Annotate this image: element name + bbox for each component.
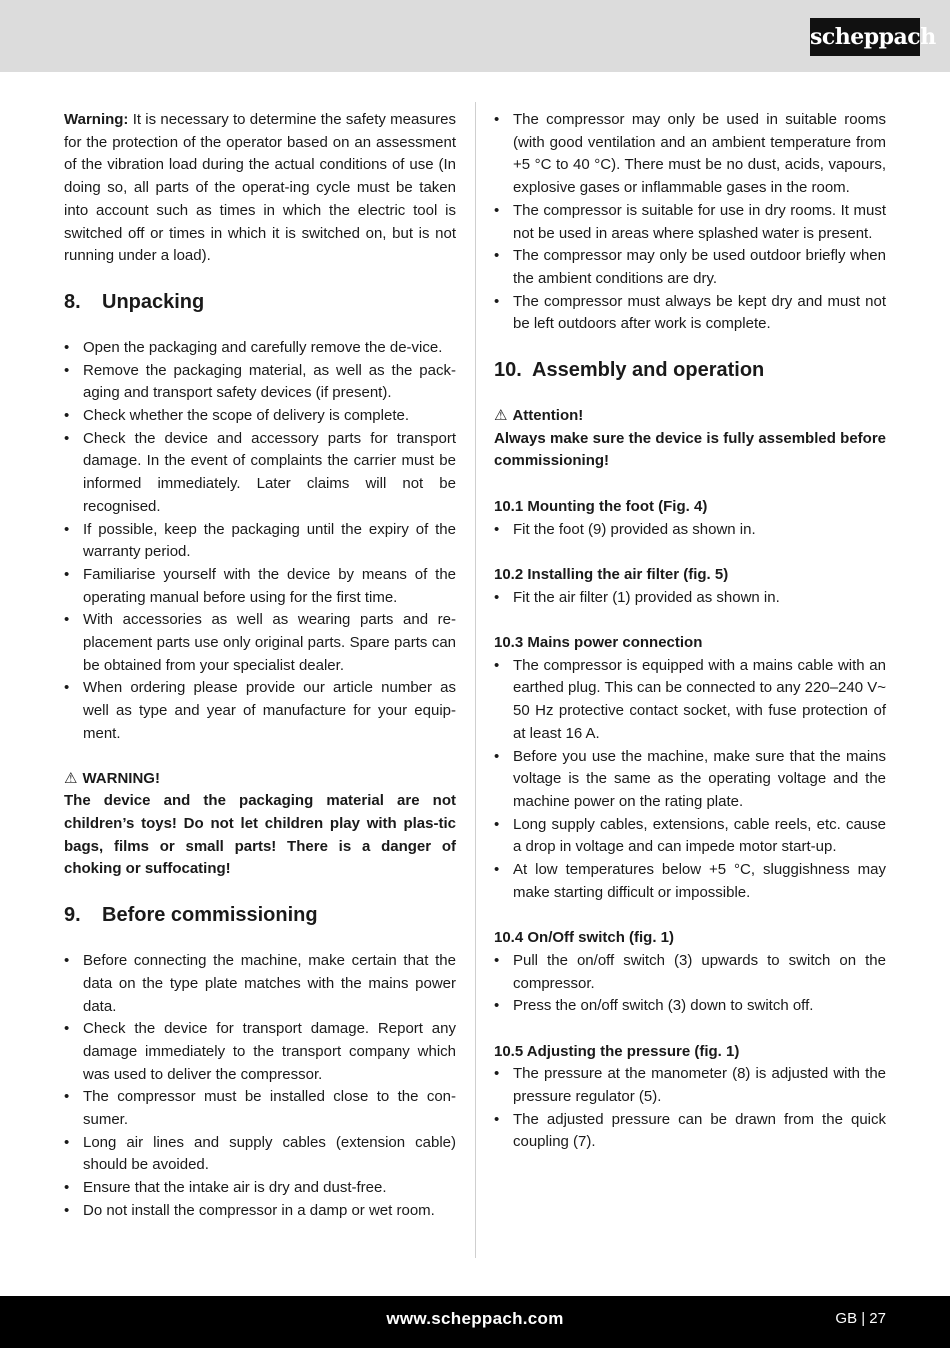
warning-title-text: WARNING!	[82, 769, 160, 787]
list-item: • If possible, keep the packaging until the expiry of the warranty period.	[64, 519, 456, 564]
list-item: • Fit the foot (9) provided as shown in.	[494, 519, 886, 542]
list-item: • At low temperatures below +5 °C, sluggishness may make starting difficult or impossible.	[494, 859, 886, 904]
warning-box-title	[64, 768, 456, 791]
section-10-title: Assembly and operation	[532, 359, 765, 382]
list-item: • Pull the on/off switch (3) upwards to switch on the compressor.	[494, 950, 886, 995]
footer-website-url: www.scheppach.com	[386, 1309, 564, 1328]
subsection-10-3-list	[494, 655, 886, 905]
subsection-10-4-title: 10.4 On/Off switch (fig. 1)	[494, 929, 675, 947]
list-item: • Ensure that the intake air is dry and dust-free.	[64, 1177, 456, 1200]
warning-triangle-icon: ⚠	[64, 769, 78, 787]
list-item: • Long supply cables, extensions, cable reels, etc. cause a drop in voltage and can impede motor start-up.	[494, 814, 886, 859]
vibration-warning-paragraph	[64, 109, 456, 268]
list-item: • The compressor is equipped with a mains cable with an earthed plug. This can be connected to any 220–240 V~ 50 Hz protective contact socket, with fuse protection of at least 16 A.	[494, 655, 886, 746]
list-item: • Familiarise yourself with the device by means of the operating manual before using for the first time.	[64, 564, 456, 609]
attention-title	[494, 405, 886, 428]
section-9-number: 9.	[64, 904, 81, 927]
subsection-10-5-title: 10.5 Adjusting the pressure (fig. 1)	[494, 1042, 740, 1060]
subsection-10-5-list	[494, 1063, 886, 1154]
list-item: • Before you use the machine, make sure that the mains voltage is the same as the operating voltage and the machine power on the rating plate.	[494, 746, 886, 814]
right-column	[494, 109, 886, 1154]
list-item: • Do not install the compressor in a damp or wet room.	[64, 1200, 456, 1223]
warning-label: Warning:	[64, 111, 129, 128]
list-item: • The compressor must be installed close to the con-sumer.	[64, 1086, 456, 1131]
section-8-title: Unpacking	[102, 290, 205, 313]
attention-body: Always make sure the device is fully assembled before commissioning!	[494, 429, 886, 470]
header-band	[0, 0, 950, 72]
section-8-number: 8.	[64, 290, 81, 313]
warning-box-body: The device and the packaging material are not children’s toys! Do not let children play with plas-tic bags, films or small parts! There is a danger of choking or suffocating!	[64, 792, 456, 878]
page-number: GB | 27	[835, 1310, 886, 1327]
section-10-heading	[494, 358, 886, 382]
subsection-10-1-title: 10.1 Mounting the foot (Fig. 4)	[494, 497, 708, 515]
subsection-10-2-list	[494, 587, 886, 610]
list-item: • Remove the packaging material, as well as the pack-aging and transport safety devices (if present).	[64, 360, 456, 405]
list-item: • Check the device for transport damage. Report any damage immediately to the transport company which was used to deliver the compressor.	[64, 1018, 456, 1086]
list-item: • Before connecting the machine, make certain that the data on the type plate matches with the mains power data.	[64, 950, 456, 1018]
commissioning-list	[64, 950, 456, 1222]
list-item: • When ordering please provide our article number as well as type and year of manufacture for your equip-ment.	[64, 677, 456, 745]
subsection-10-2-title: 10.2 Installing the air filter (fig. 5)	[494, 565, 729, 583]
list-item: • Press the on/off switch (3) down to switch off.	[494, 995, 886, 1018]
page-footer	[0, 1296, 950, 1348]
subsection-10-1-list	[494, 519, 886, 542]
subsection-10-4-list	[494, 950, 886, 1018]
section-9-title: Before commissioning	[102, 904, 318, 927]
unpacking-list	[64, 337, 456, 746]
list-item: • Check the device and accessory parts for transport damage. In the event of complaints the carrier must be informed immediately. Later claims will not be recognised.	[64, 428, 456, 519]
list-item: • The pressure at the manometer (8) is adjusted with the pressure regulator (5).	[494, 1063, 886, 1108]
list-item: • Check whether the scope of delivery is complete.	[64, 405, 456, 428]
column-divider	[475, 102, 476, 1258]
brand-logo: scheppach	[810, 18, 920, 56]
room-requirements-list	[494, 109, 886, 336]
warning-text: It is necessary to determine the safety measures for the protection of the operator based on an assessment of the vibration load during the actual conditions of use (In doing so, all parts of the operat-ing cycle must be taken into account such as times in which the electric tool is switched off or times in which it is switched on, but is not running under a load).	[64, 111, 456, 265]
section-10-number: 10.	[494, 359, 522, 382]
warning-triangle-icon: ⚠	[494, 407, 508, 425]
list-item: • The compressor must always be kept dry and must not be left outdoors after work is complete.	[494, 291, 886, 336]
list-item: • With accessories as well as wearing parts and re-placement parts use only original parts. Spare parts can be obtained from your specialist dealer.	[64, 609, 456, 677]
left-column	[64, 109, 456, 1223]
section-9-heading	[64, 903, 456, 927]
list-item: • Long air lines and supply cables (extension cable) should be avoided.	[64, 1132, 456, 1177]
section-8-heading	[64, 290, 456, 314]
list-item: • The compressor may only be used outdoor briefly when the ambient conditions are dry.	[494, 245, 886, 290]
list-item: • Fit the air filter (1) provided as shown in.	[494, 587, 886, 610]
list-item: • The compressor may only be used in suitable rooms (with good ventilation and an ambient temperature from +5 °C to 40 °C). There must be no dust, acids, vapours, explosive gases or inflammable gases in the room.	[494, 109, 886, 200]
attention-title-text: Attention!	[512, 407, 584, 425]
subsection-10-3-title: 10.3 Mains power connection	[494, 634, 703, 652]
list-item: • The adjusted pressure can be drawn from the quick coupling (7).	[494, 1109, 886, 1154]
list-item: • The compressor is suitable for use in dry rooms. It must not be used in areas where splashed water is present.	[494, 200, 886, 245]
list-item: • Open the packaging and carefully remove the de-vice.	[64, 337, 456, 360]
